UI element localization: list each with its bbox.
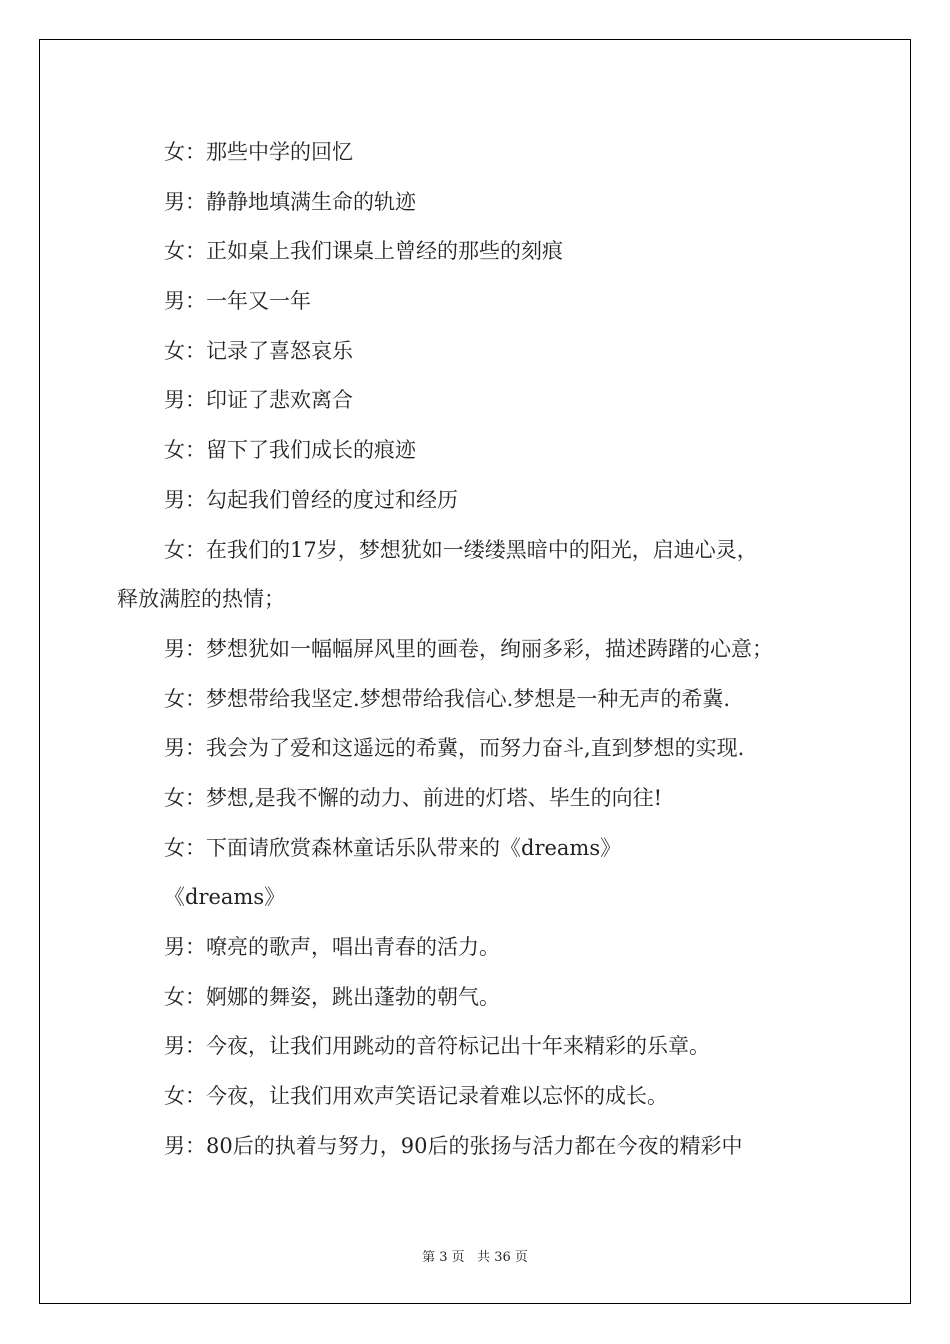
dialogue-line: 男：勾起我们曾经的度过和经历 (164, 487, 458, 512)
dialogue-line: 女：留下了我们成长的痕迹 (164, 438, 416, 463)
page-number: 第 3 页 共 36 页 (422, 1250, 528, 1265)
dialogue-line: 女：在我们的17岁，梦想犹如一缕缕黑暗中的阳光，启迪心灵， (164, 537, 758, 562)
dialogue-line: 女：梦想带给我坚定.梦想带给我信心.梦想是一种无声的希冀. (164, 686, 731, 711)
dialogue-line: 女：梦想,是我不懈的动力、前进的灯塔、毕生的向往! (164, 785, 663, 810)
dialogue-line: 释放满腔的热情； (117, 587, 285, 612)
dialogue-line: 男：今夜，让我们用跳动的音符标记出十年来精彩的乐章。 (164, 1034, 710, 1059)
dialogue-line: 女：那些中学的回忆 (164, 140, 353, 164)
dialogue-line: 女：下面请欣赏森林童话乐队带来的《dreams》 (164, 835, 622, 860)
dialogue-line: 男：80后的执着与努力，90后的张扬与活力都在今夜的精彩中 (164, 1133, 743, 1158)
dialogue-line: 男：静静地填满生命的轨迹 (164, 189, 416, 214)
dialogue-line: 女：记录了喜怒哀乐 (164, 338, 353, 363)
dialogue-line: 男：我会为了爱和这遥远的希冀，而努力奋斗,直到梦想的实现. (164, 736, 745, 761)
document-body (117, 128, 847, 1171)
dialogue-line: 《dreams》 (164, 885, 286, 910)
dialogue-line: 女：正如桌上我们课桌上曾经的那些的刻痕 (164, 239, 563, 264)
dialogue-line: 男：嘹亮的歌声，唱出青春的活力。 (164, 935, 500, 959)
dialogue-line: 男：梦想犹如一幅幅屏风里的画卷，绚丽多彩，描述踌躇的心意； (164, 636, 773, 661)
page-footer (0, 1246, 950, 1265)
dialogue-line: 女：今夜，让我们用欢声笑语记录着难以忘怀的成长。 (164, 1084, 668, 1109)
dialogue-line: 男：一年又一年 (164, 289, 311, 314)
dialogue-line: 女：婀娜的舞姿，跳出蓬勃的朝气。 (164, 984, 500, 1009)
dialogue-line: 男：印证了悲欢离合 (164, 388, 353, 413)
